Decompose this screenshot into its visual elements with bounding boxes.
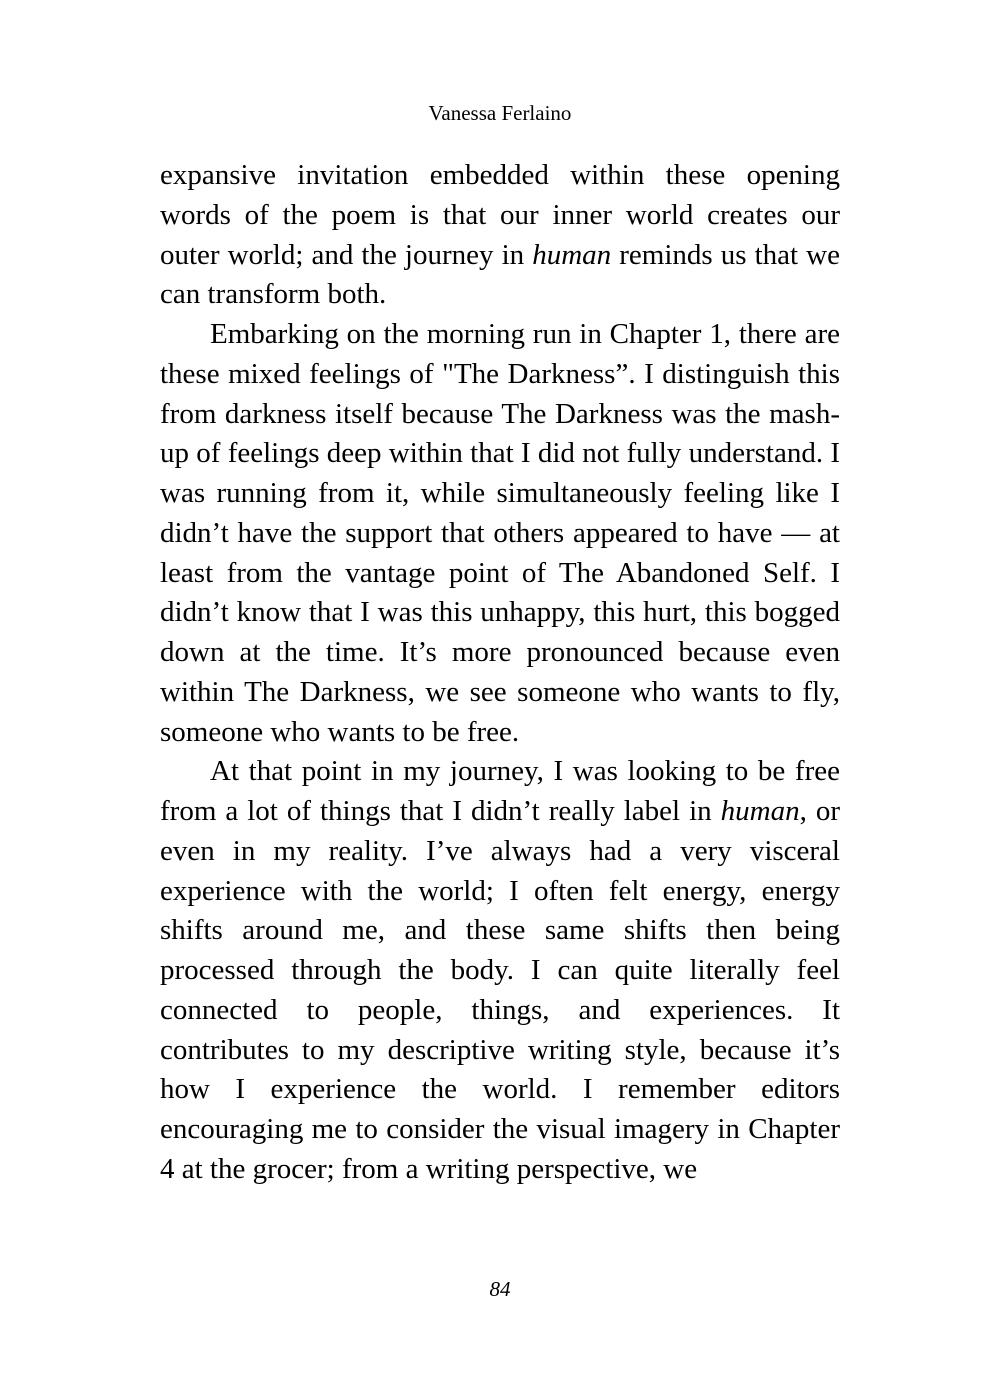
paragraph-3 bbox=[160, 752, 840, 1189]
paragraph-1-text-a: expansive invitation embedded within these opening words of the poem is that our inner world creates our outer world; and the journey in bbox=[160, 159, 840, 271]
body-text bbox=[160, 156, 840, 1190]
page-number: 84 bbox=[489, 1277, 511, 1301]
paragraph-1-text-b: reminds us that we can transform both. bbox=[160, 238, 840, 311]
paragraph-1 bbox=[160, 156, 840, 315]
paragraph-3-text-b: , or even in my reality. I’ve always had a very visceral experience with the world; I often felt energy, energy shifts around me, and these same shifts then being processed through the body. I can quite literally feel connected to people, things, and experiences. It contributes to my descriptive writing style, because it’s how I experience the world. I remember editors encouraging me to consider the visual imagery in Chapter 4 at the grocer; from a writing perspective, we bbox=[160, 795, 840, 1185]
paragraph-3-text-a: At that point in my journey, I was looking to be free from a lot of things that I didn’t really label in bbox=[160, 755, 840, 827]
running-head: Vanessa Ferlaino bbox=[428, 101, 572, 125]
paragraph-1-italic-title: human bbox=[532, 238, 612, 271]
paragraph-2: Embarking on the morning run in Chapter 1, there are these mixed feelings of "The Darkness”. I distinguish this from darkness itself because The Darkness was the mash-up of feelings deep within that I did not fully understand. I was running from it, while simultaneously feeling like I didn’t have the support that others appeared to have — at least from the vantage point of The Abandoned Self. I didn’t know that I was this unhappy, this hurt, this bogged down at the time. It’s more pronounced because even within The Darkness, we see someone who wants to fly, someone who wants to be free. bbox=[160, 318, 840, 748]
paragraph-3-italic-title: human bbox=[720, 795, 800, 827]
